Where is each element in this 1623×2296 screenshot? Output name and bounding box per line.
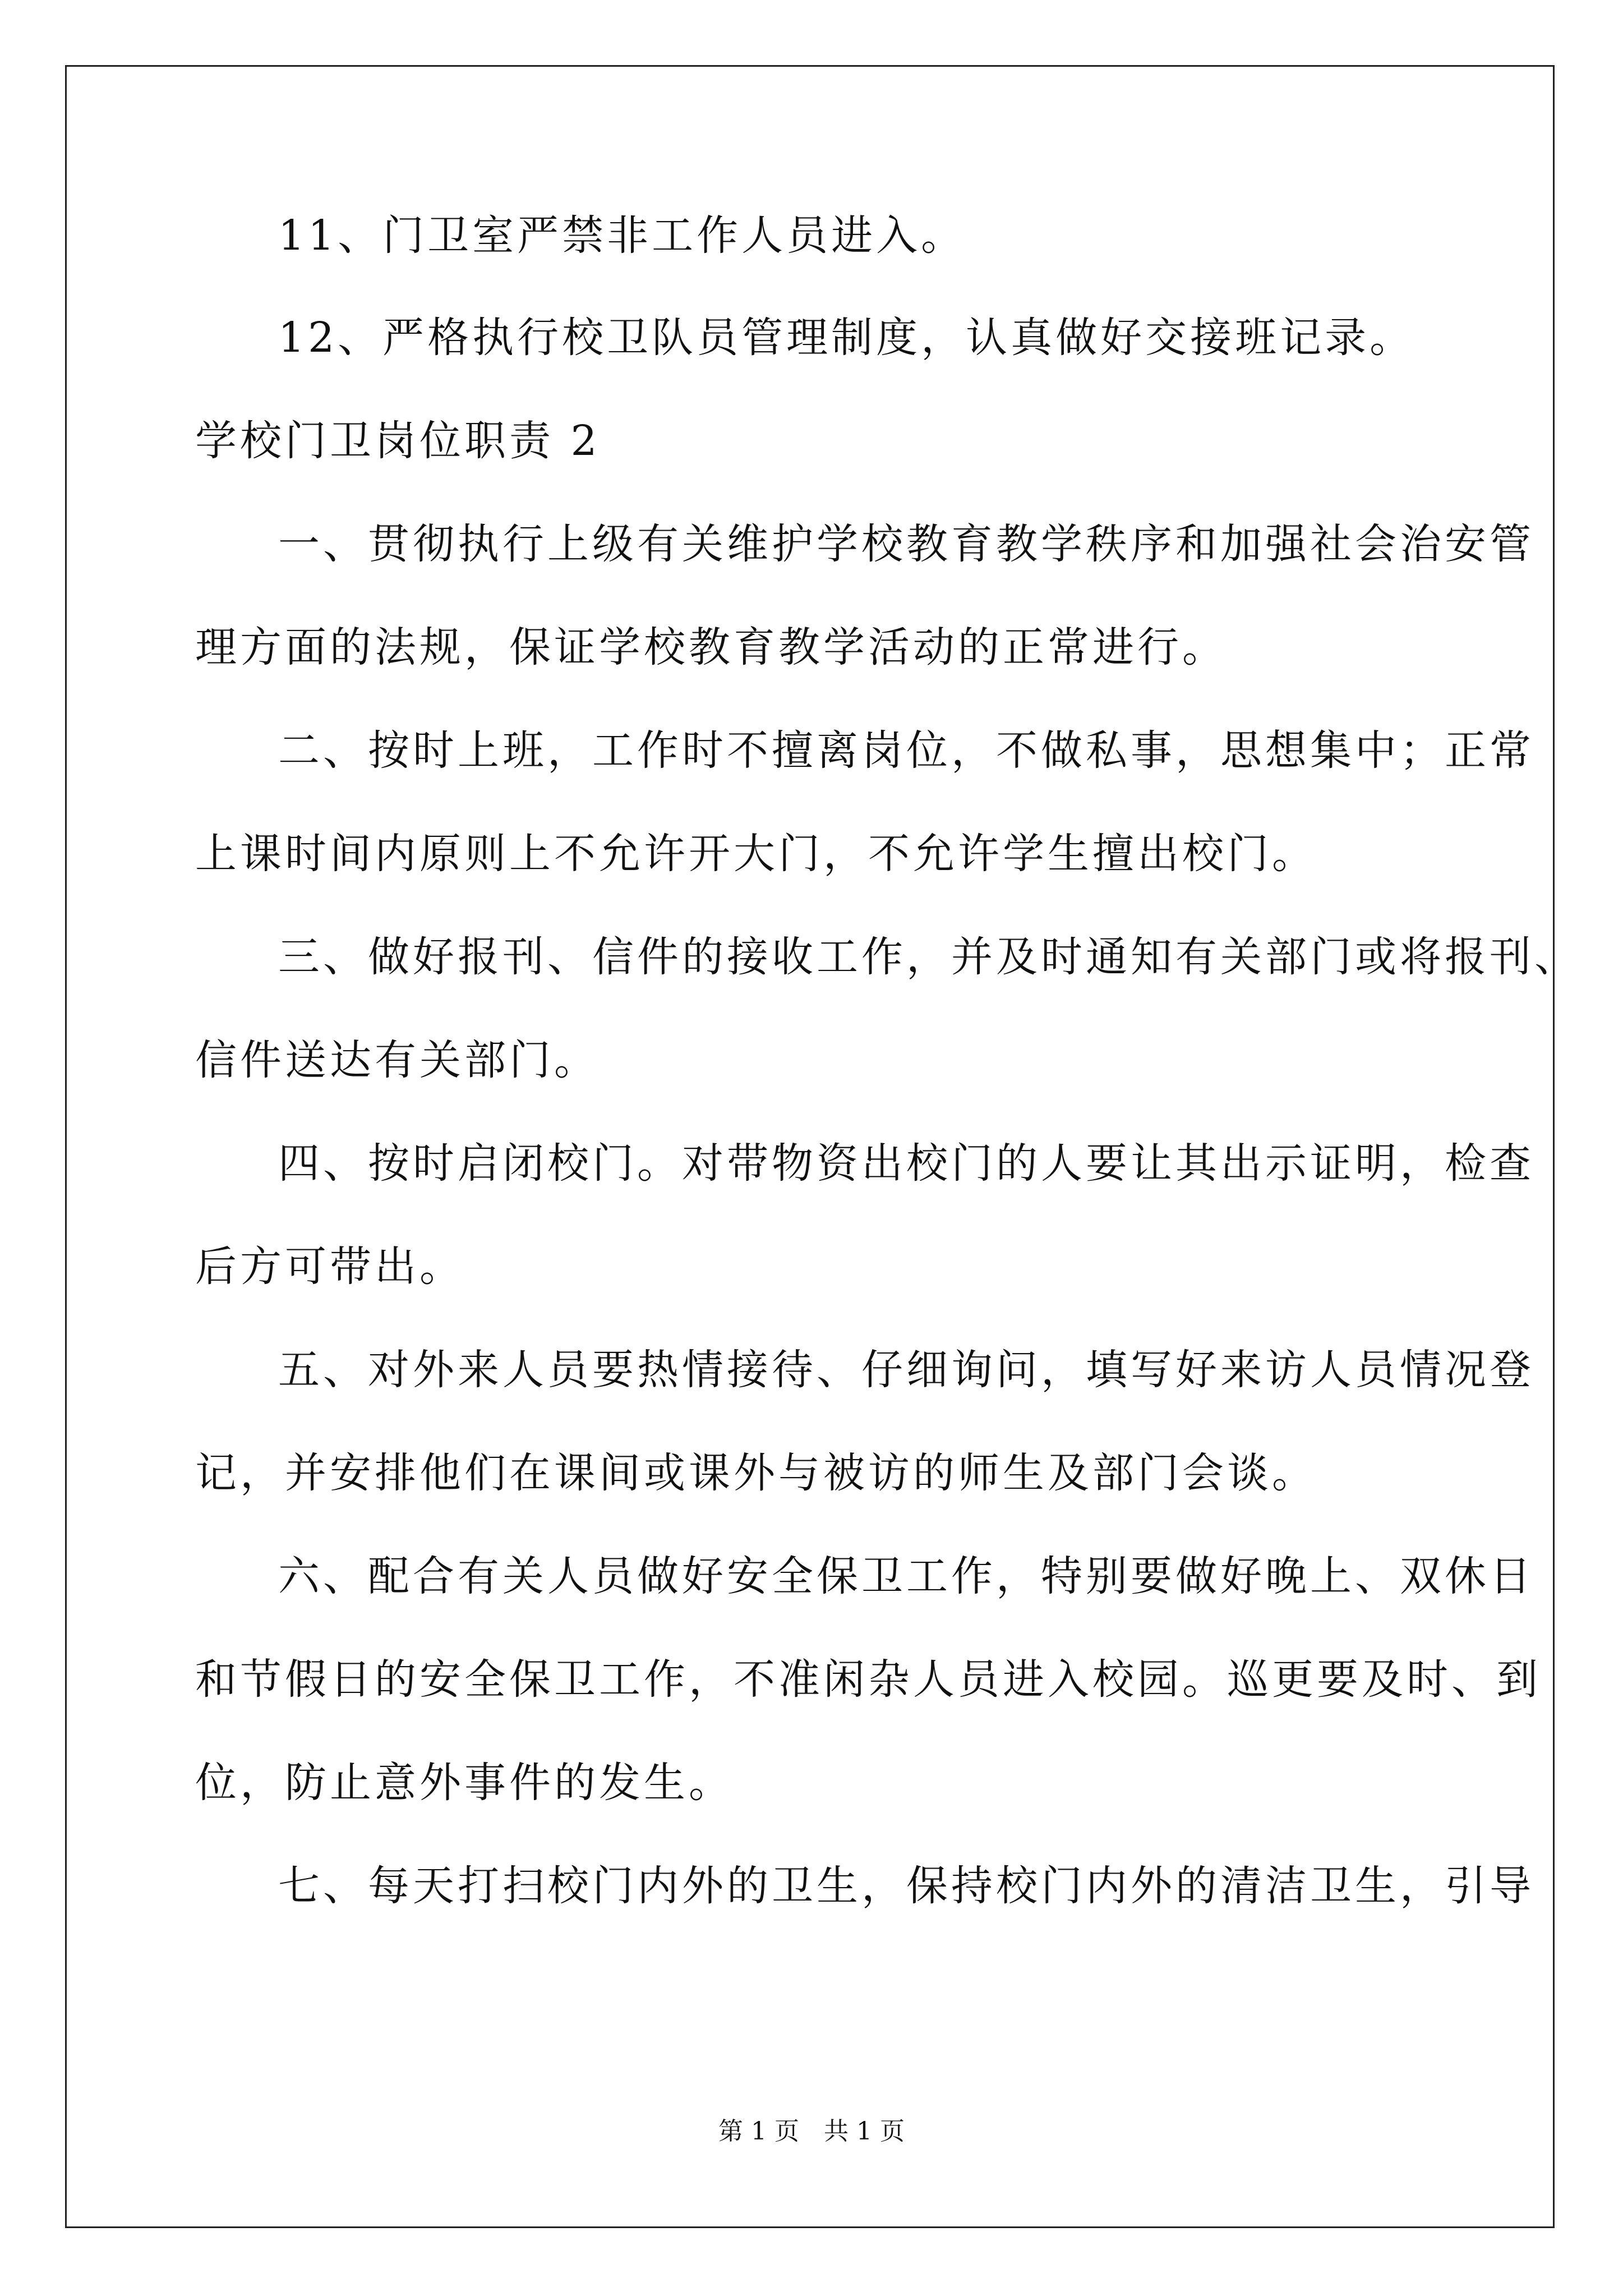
text-line: 二、按时上班，工作时不擅离岗位，不做私事，思想集中；正常 xyxy=(278,726,1534,775)
text-line: 一、贯彻执行上级有关维护学校教育教学秩序和加强社会治安管 xyxy=(278,520,1534,568)
text-line: 理方面的法规，保证学校教育教学活动的正常进行。 xyxy=(195,623,1227,671)
text-line: 后方可带出。 xyxy=(195,1243,464,1291)
text-line: 四、按时启闭校门。对带物资出校门的人要让其出示证明，检查 xyxy=(278,1139,1534,1188)
text-line: 信件送达有关部门。 xyxy=(195,1036,599,1084)
text-line: 11、门卫室严禁非工作人员进入。 xyxy=(278,211,966,260)
text-line: 上课时间内原则上不允许开大门，不允许学生擅出校门。 xyxy=(195,830,1317,878)
page-footer: 第 1 页 共 1 页 xyxy=(718,2117,905,2146)
text-line: 六、配合有关人员做好安全保卫工作，特别要做好晚上、双休日 xyxy=(278,1552,1534,1600)
text-line: 三、做好报刊、信件的接收工作，并及时通知有关部门或将报刊、 xyxy=(278,933,1579,981)
text-line: 记，并安排他们在课间或课外与被访的师生及部门会谈。 xyxy=(195,1449,1317,1497)
text-line: 12、严格执行校卫队员管理制度，认真做好交接班记录。 xyxy=(278,314,1415,362)
text-line: 和节假日的安全保卫工作，不准闲杂人员进入校园。巡更要及时、到 xyxy=(195,1655,1541,1704)
text-line: 五、对外来人员要热情接待、仔细询问，填写好来访人员情况登 xyxy=(278,1346,1534,1394)
text-line: 位，防止意外事件的发生。 xyxy=(195,1759,734,1807)
section-heading: 学校门卫岗位职责 2 xyxy=(195,417,601,465)
text-line: 七、每天打扫校门内外的卫生，保持校门内外的清洁卫生，引导 xyxy=(278,1862,1534,1910)
